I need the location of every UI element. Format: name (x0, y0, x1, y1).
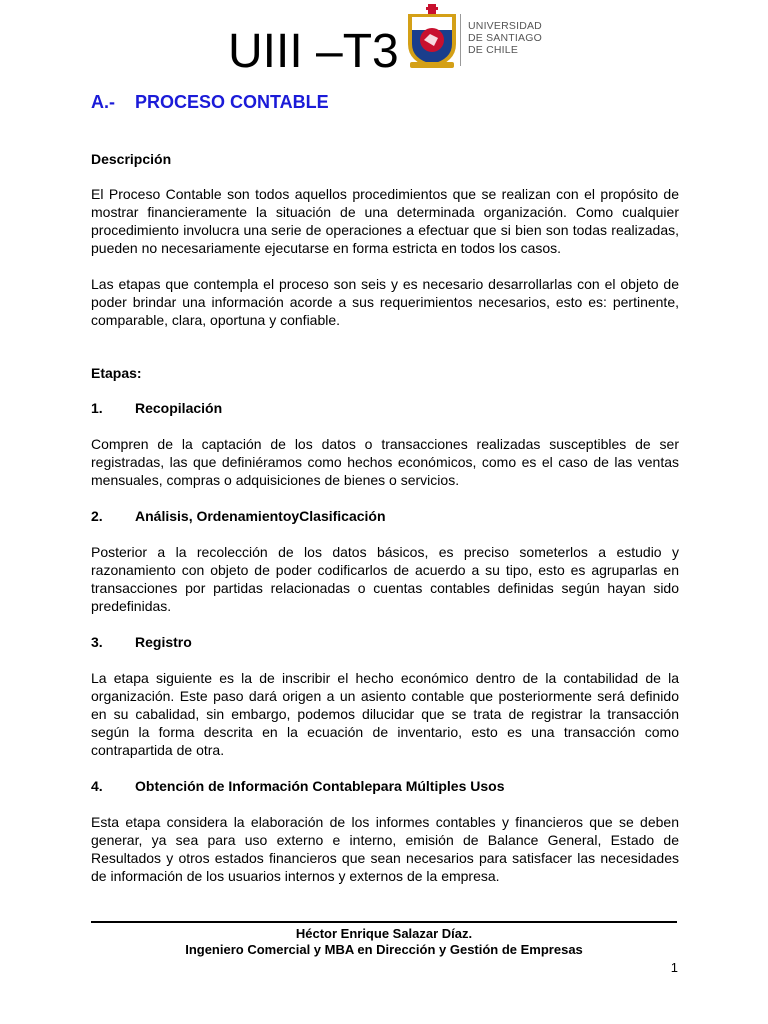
stage-title: Registro (135, 634, 192, 650)
stage-number: 4. (91, 778, 103, 794)
section-title: A.- PROCESO CONTABLE (91, 92, 329, 112)
stage-heading-2 (91, 507, 679, 525)
footer-divider (91, 921, 677, 923)
stage-heading-3 (91, 633, 679, 651)
footer-role: Ingeniero Comercial y MBA en Dirección y Gestión de Empresas (185, 942, 583, 957)
stage-number: 1. (91, 400, 103, 416)
university-name (468, 20, 542, 56)
stage-text-3: La etapa siguiente es la de inscribir el hecho económico dentro de la contabilidad de la organización. Este paso dará origen a un asiento contable que posteriormente será definido en su cabalidad, sin embargo, podemos dilucidar que se trata de registrar la transacción según la forma descrita en la ecuación de inventario, esto es una transacción como contrapartida de otra. (91, 670, 679, 758)
stage-text-4: Esta etapa considera la elaboración de los informes contables y financieros que se deben generar, ya sea para uso externo e interno, emisión de Balance General, Estado de Resultados y otros estados financieros que sean necesarios para satisfacer las necesidades de información de los usuarios internos y externos de la empresa. (91, 814, 679, 884)
stages-intro-paragraph: Las etapas que contempla el proceso son seis y es necesario desarrollarlas con el objeto de poder brindar una información acorde a sus requerimientos necesarios, esto es: pertinente, comparable, clara, oportuna y confiable. (91, 276, 679, 328)
university-name-line: DE SANTIAGO (468, 32, 542, 44)
page-number: 1 (670, 960, 678, 975)
university-crest-icon (404, 4, 460, 72)
unit-title: UIII –T3 (228, 25, 399, 78)
stage-title: Recopilación (135, 400, 223, 416)
stage-title: Obtención de Información Contablepara Múltiples Usos (135, 778, 505, 794)
description-paragraph: El Proceso Contable son todos aquellos procedimientos que se realizan con el propósito de mostrar financieramente la situación de una determinada organización. Como cualquier procedimiento involucra una serie de operaciones a efectuar que si bien son todas realizadas, pueden no necesariamente ejecutarse en forma estricta en todos los casos. (91, 186, 679, 256)
stage-text-2: Posterior a la recolección de los datos básicos, es preciso someterlos a estudio y razonamiento con objeto de poder codificarlos de acuerdo a su tipo, esto es agruparlas en transacciones por partidas relacionadas o cuentas contables definidas según hayan sido predefinidas. (91, 544, 679, 614)
university-name-line: UNIVERSIDAD (468, 20, 542, 32)
footer-author: Héctor Enrique Salazar Díaz. (295, 926, 473, 941)
stage-number: 2. (91, 508, 103, 524)
stage-title: Análisis, OrdenamientoyClasificación (135, 508, 386, 524)
document-body (91, 150, 679, 885)
stage-text-1: Compren de la captación de los datos o transacciones realizadas susceptibles de ser registradas, las que definiéramos como hechos económicos, como es el caso de las ventas mensuales, compras o adquisiciones de bienes o servicios. (91, 436, 679, 488)
logo-divider (460, 14, 461, 66)
stage-heading-1 (91, 399, 679, 417)
stage-number: 3. (91, 634, 103, 650)
stages-heading: Etapas: (91, 365, 142, 381)
university-name-line: DE CHILE (468, 44, 519, 56)
stage-heading-4 (91, 777, 679, 795)
description-heading: Descripción (91, 151, 172, 167)
